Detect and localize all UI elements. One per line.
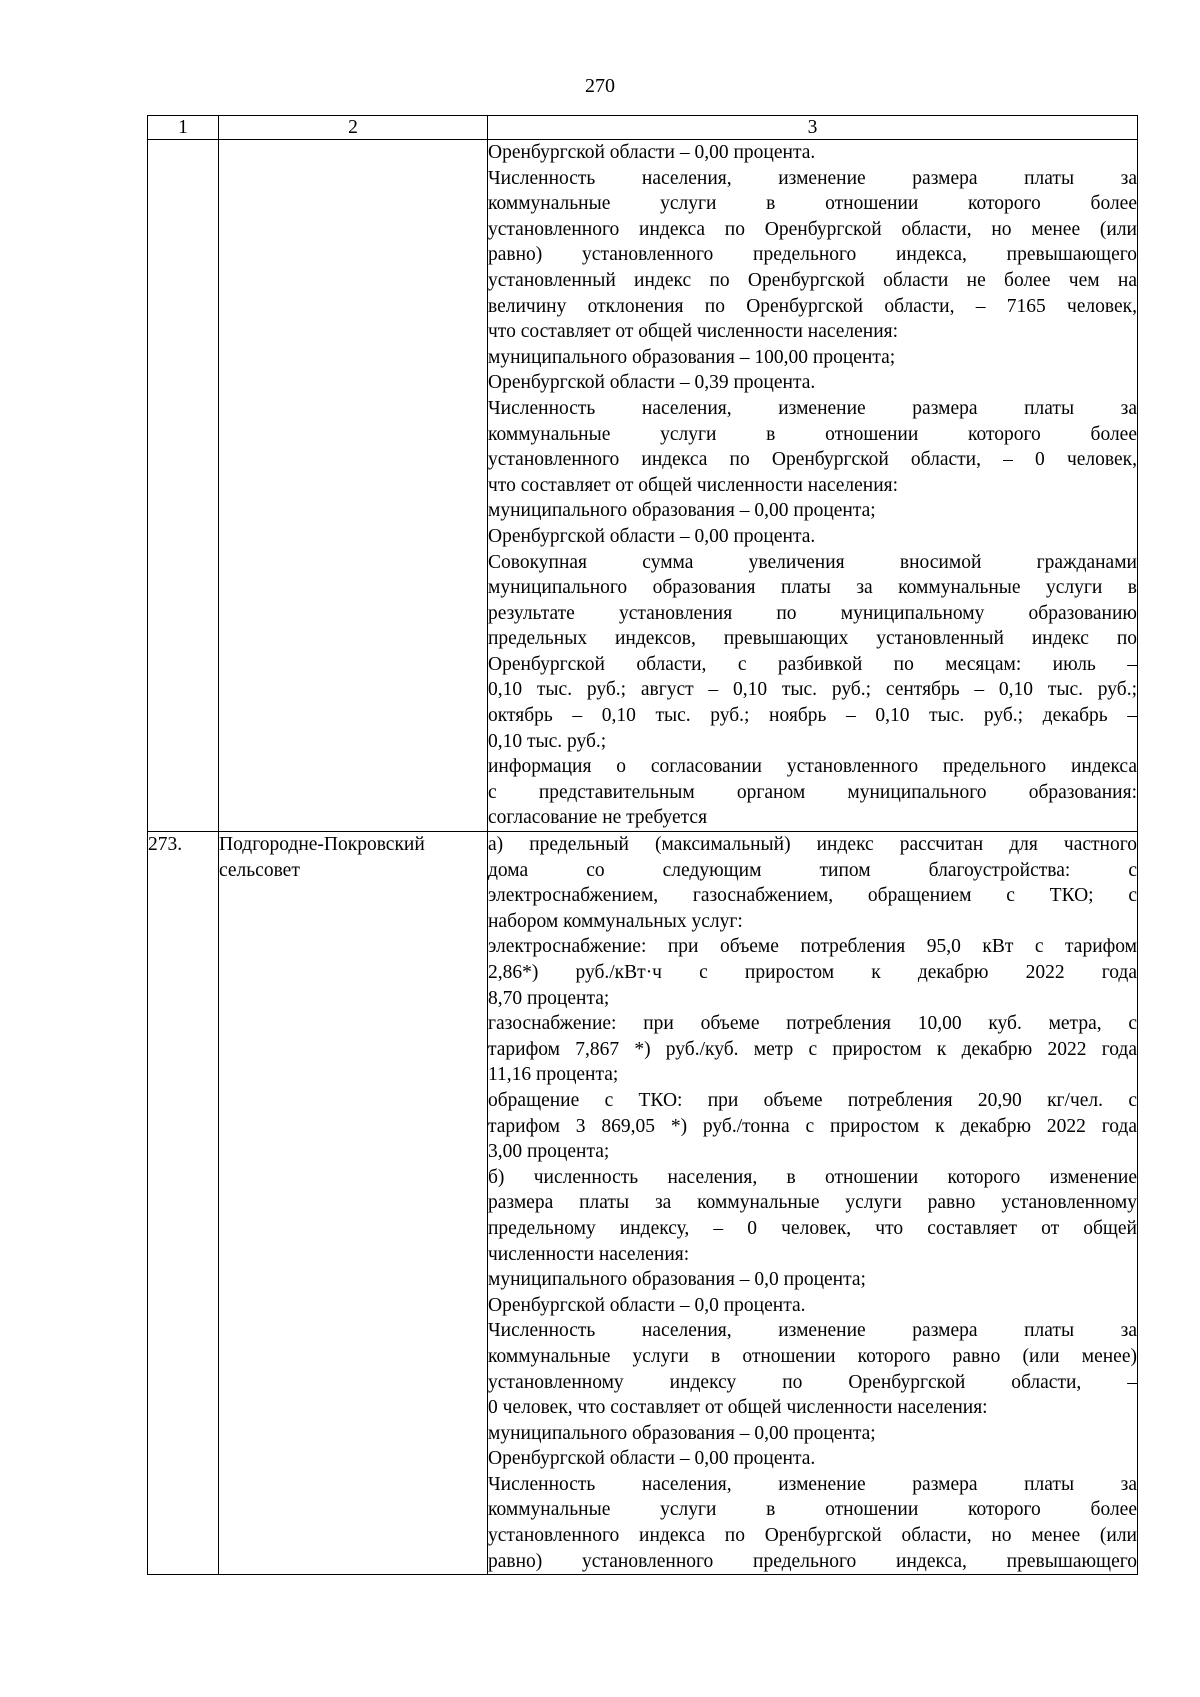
page-number: 270 (585, 75, 615, 97)
description-line: Численность населения, изменение размера платы за (488, 397, 1137, 419)
description-line: тарифом 7,867 *) руб./куб. метр с приростом к декабрю 2022 года (488, 1038, 1137, 1060)
description-line: установленного индекса по Оренбургской области, но менее (или (488, 218, 1137, 240)
municipality-name-line: сельсовет (219, 859, 300, 881)
description-line: Оренбургской области – 0,0 процента. (488, 1294, 806, 1316)
description-line: Оренбургской области – 0,00 процента. (488, 525, 816, 547)
description-line: тарифом 3 869,05 *) руб./тонна с приростом к декабрю 2022 года (488, 1115, 1137, 1137)
description-line: величину отклонения по Оренбургской области, – 7165 человек, (488, 295, 1137, 317)
description-line: предельному индексу, – 0 человек, что составляет от общей (488, 1217, 1137, 1239)
description-line: с представительным органом муниципального образования: (488, 781, 1137, 803)
header-col-1: 1 (148, 116, 219, 140)
description-line: установленный индекс по Оренбургской области не более чем на (488, 269, 1137, 291)
description-line: 2,86*) руб./кВт·ч с приростом к декабрю 2022 года (488, 962, 1137, 983)
description-line: муниципального образования платы за коммунальные услуги в (488, 577, 1137, 599)
description-line: муниципального образования – 0,0 процента; (488, 1269, 866, 1291)
description-line: Численность населения, изменение размера платы за (488, 167, 1137, 189)
description-line: Численность населения, изменение размера платы за (488, 1320, 1137, 1342)
municipality-name-line: Подгородне-Покровский (219, 834, 425, 856)
index-description (488, 140, 1138, 832)
description-line: а) предельный (максимальный) индекс рассчитан для частного (488, 834, 1137, 856)
description-line: результате установления по муниципальному образованию (488, 602, 1137, 624)
description-line: 0 человек, что составляет от общей численности населения: (488, 1397, 988, 1419)
row-number: 273. (148, 832, 219, 1575)
description-line: Оренбургской области – 0,39 процента. (488, 372, 816, 394)
description-line: муниципального образования – 100,00 процента; (488, 346, 896, 368)
description-line: электроснабжением, газоснабжением, обращением с ТКО; с (488, 885, 1137, 907)
description-line: что составляет от общей численности населения: (488, 321, 899, 343)
description-line: Оренбургской области, с разбивкой по месяцам: июль – (488, 653, 1137, 675)
description-line: равно) установленного предельного индекса, превышающего (488, 244, 1137, 266)
description-line: 8,70 процента; (488, 987, 610, 1009)
description-line: октябрь – 0,10 тыс. руб.; ноябрь – 0,10 тыс. руб.; декабрь – (488, 705, 1137, 727)
description-line: численности населения: (488, 1243, 690, 1265)
description-line: Численность населения, изменение размера платы за (488, 1473, 1137, 1495)
description-line: б) численность населения, в отношении которого изменение (488, 1166, 1137, 1188)
municipality-name (219, 140, 488, 832)
header-col-2: 2 (219, 116, 488, 140)
description-line: равно) установленного предельного индекса, превышающего (488, 1550, 1137, 1572)
description-line: 3,00 процента; (488, 1141, 610, 1163)
description-line: установленного индекса по Оренбургской области, но менее (или (488, 1525, 1137, 1547)
description-line: газоснабжение: при объеме потребления 10,00 куб. метра, с (488, 1013, 1137, 1035)
description-line: коммунальные услуги в отношении которого более (488, 1499, 1137, 1521)
description-line: размера платы за коммунальные услуги равно установленному (488, 1192, 1137, 1214)
description-line: коммунальные услуги в отношении которого более (488, 193, 1137, 215)
description-line: 0,10 тыс. руб.; (488, 730, 607, 752)
description-line: информация о согласовании установленного предельного индекса (488, 756, 1137, 778)
index-description (488, 832, 1138, 1575)
row-number (148, 140, 219, 832)
municipality-name (219, 832, 488, 1575)
description-line: согласование не требуется (488, 807, 708, 829)
description-line: коммунальные услуги в отношении которого более (488, 423, 1137, 445)
header-col-3: 3 (488, 116, 1138, 140)
description-line: предельных индексов, превышающих установленный индекс по (488, 628, 1137, 650)
description-line: 0,10 тыс. руб.; август – 0,10 тыс. руб.; сентябрь – 0,10 тыс. руб.; (488, 679, 1137, 701)
description-line: электроснабжение: при объеме потребления 95,0 кВт с тарифом (488, 936, 1137, 958)
table-row (148, 140, 1138, 832)
description-line: обращение с ТКО: при объеме потребления 20,90 кг/чел. с (488, 1089, 1137, 1111)
description-line: Оренбургской области – 0,00 процента. (488, 142, 816, 163)
description-line: Оренбургской области – 0,00 процента. (488, 1448, 816, 1470)
description-line: установленного индекса по Оренбургской области, – 0 человек, (488, 449, 1137, 471)
index-table (147, 115, 1138, 1575)
description-line: Совокупная сумма увеличения вносимой гражданами (488, 551, 1137, 573)
description-line: набором коммунальных услуг: (488, 910, 743, 932)
description-line: муниципального образования – 0,00 процента; (488, 1422, 876, 1444)
table-row (148, 832, 1138, 1575)
header-row (148, 116, 1138, 140)
description-line: что составляет от общей численности населения: (488, 474, 899, 496)
description-line: 11,16 процента; (488, 1064, 619, 1086)
description-line: коммунальные услуги в отношении которого равно (или менее) (488, 1345, 1137, 1367)
description-line: установленному индексу по Оренбургской области, – (488, 1371, 1137, 1393)
description-line: муниципального образования – 0,00 процента; (488, 500, 876, 522)
description-line: дома со следующим типом благоустройства: с (488, 859, 1137, 881)
